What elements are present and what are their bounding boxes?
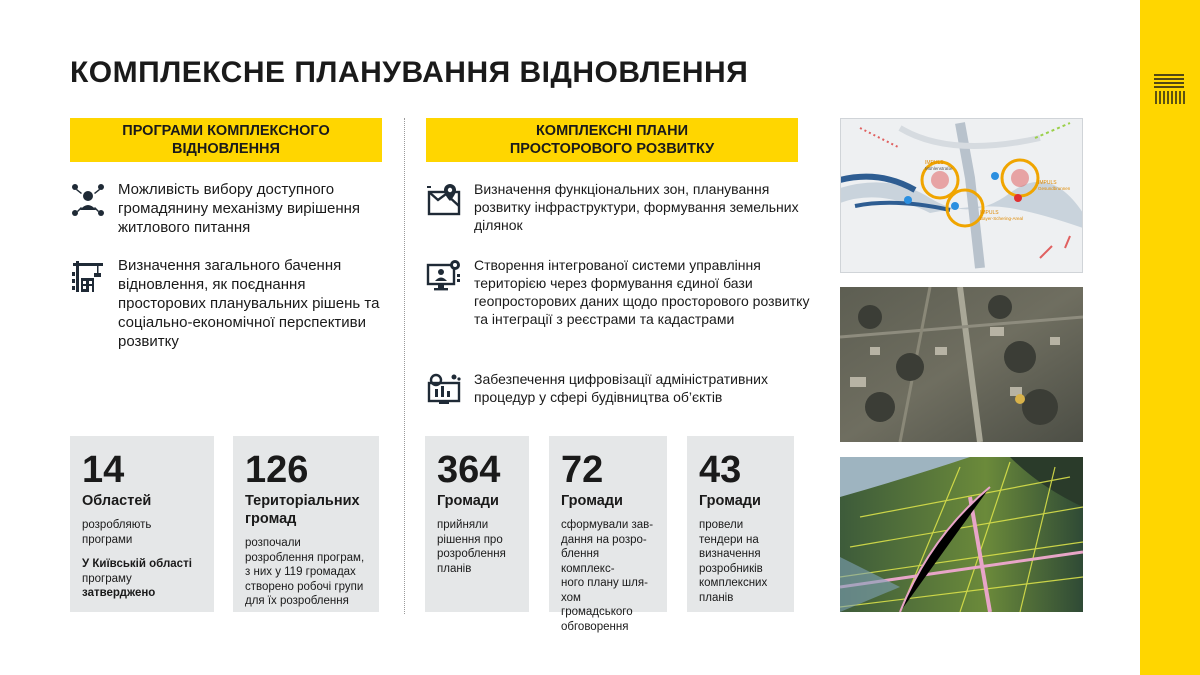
right-feature-3	[426, 370, 810, 408]
stat-description: розпочали розроблення програм, з них у 119 громадах створено робочі групи для їх розроблення	[245, 537, 365, 607]
stat-card-communities	[233, 436, 379, 612]
stat-card-tasks	[549, 436, 667, 633]
stat-number: 126	[245, 449, 309, 491]
stat-number: 72	[561, 449, 604, 491]
stat-number: 14	[82, 449, 125, 491]
community-people-icon	[70, 182, 106, 218]
right-feature-1-text: Визначення функціональних зон, планування розвитку інфраструктури, формування земельних ділянок	[474, 181, 799, 233]
stat-description: прийняли рішення про розроблення планів	[437, 519, 506, 575]
stat-note-bold-status: затверджено	[82, 587, 156, 599]
left-feature-2-text: Визначення загального бачення відновлення, як поєднання просторових планувальних рішень та соціально-економічної перспективи розвитку	[118, 257, 380, 350]
right-feature-1	[426, 180, 810, 234]
plan-visualization-image	[840, 457, 1083, 612]
map-label-3: IMPULS	[980, 210, 999, 216]
urban-plan-diagram-image	[840, 118, 1083, 273]
map-label-3-sub: Bayer-Schering-Areal	[980, 216, 1024, 221]
left-feature-1-text: Можливість вибору доступного громадянину механізму вирішення житлового питання	[118, 181, 361, 236]
right-feature-2-text: Створення інтегрованої системи управління територією через формування єдиної бази геопросторових даних щодо просторового розвитку та інтеграції з реєстрами та кадастрами	[474, 257, 810, 327]
left-feature-2	[70, 256, 390, 351]
stat-description: розробляють програми	[82, 519, 152, 546]
section-divider	[404, 118, 405, 614]
map-label-2-sub: Gesundbrunnen	[1038, 186, 1071, 191]
aerial-town-photo	[840, 287, 1083, 442]
map-pin-plan-icon	[426, 182, 462, 218]
stat-unit: Громади	[561, 493, 623, 509]
digital-gear-icon	[426, 372, 462, 408]
stat-card-tenders	[687, 436, 794, 612]
map-label-2: IMPULS	[1038, 180, 1057, 186]
brand-logo-icon	[1152, 72, 1186, 106]
computer-management-icon	[426, 258, 462, 294]
stat-number: 43	[699, 449, 742, 491]
map-label-1: IMPULS	[925, 160, 944, 166]
stat-note-bold-region: У Київській області	[82, 558, 192, 570]
left-feature-1	[70, 180, 390, 237]
construction-crane-icon	[70, 258, 106, 294]
left-section-header: ПРОГРАМИ КОМПЛЕКСНОГО ВІДНОВЛЕННЯ	[70, 118, 382, 162]
stat-unit: Громади	[437, 493, 499, 509]
right-feature-3-text: Забезпечення цифровізації адміністративних процедур у сфері будівництва об’єктів	[474, 371, 768, 405]
right-section-header: КОМПЛЕКСНІ ПЛАНИ ПРОСТОРОВОГО РОЗВИТКУ	[426, 118, 798, 162]
map-label-1-sub: Mühlenstraße	[925, 166, 953, 171]
stat-card-decisions	[425, 436, 529, 612]
stat-description: сформували зав- дання на розро- блення комплекс- ного плану шля- хом громадського обговорення	[561, 519, 654, 633]
stat-note-middle: програму	[82, 572, 132, 585]
stat-unit: Територіальних громад	[245, 493, 360, 527]
stat-card-oblasts	[70, 436, 214, 612]
stat-unit: Областей	[82, 493, 152, 509]
stat-unit: Громади	[699, 493, 761, 509]
right-feature-2	[426, 256, 810, 328]
stat-description: провели тендери на визначення розробників комплексних планів	[699, 519, 768, 604]
page-title: КОМПЛЕКСНЕ ПЛАНУВАННЯ ВІДНОВЛЕННЯ	[70, 56, 749, 89]
stat-number: 364	[437, 449, 501, 491]
stat-note	[82, 557, 202, 601]
